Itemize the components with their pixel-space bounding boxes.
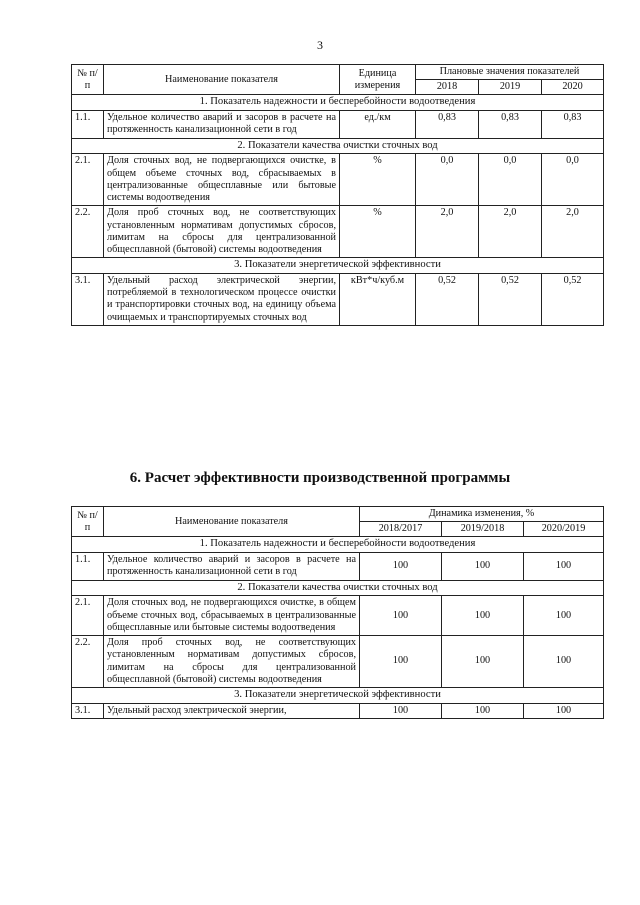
value-cell: 0,0 (416, 154, 479, 206)
section-header-row (72, 537, 604, 553)
value-cell: 100 (442, 703, 524, 718)
header-num: № п/п (72, 65, 104, 95)
section-header-row (72, 580, 604, 596)
header-unit: Единица измерения (340, 65, 416, 95)
table-row (72, 596, 604, 636)
section-header: 2. Показатели качества очистки сточных вод (72, 580, 604, 596)
section-title: 6. Расчет эффективности производственной программы (129, 470, 511, 486)
table2-body (72, 537, 604, 718)
header-planned: Плановые значения показателей (416, 65, 604, 80)
indicator-name: Удельный расход электрической энергии, (104, 703, 360, 718)
indicator-name: Удельное количество аварий и засоров в расчете на протяженность канализационной сети в год (104, 111, 340, 138)
indicator-name: Удельный расход электрической энергии, потребляемой в технологическом процессе очистки и транспортировки сточных вод, на единицу объема очищаемых и транспортируемых сточных вод (104, 273, 340, 325)
value-cell: 0,52 (479, 273, 542, 325)
section-header: 1. Показатель надежности и бесперебойности водоотведения (72, 95, 604, 111)
header-period: 2018/2017 (360, 522, 442, 537)
page-number: 3 (317, 38, 323, 52)
header-year: 2020 (542, 80, 604, 95)
section-header: 3. Показатели энергетической эффективности (72, 258, 604, 274)
table-row (72, 206, 604, 258)
value-cell: 100 (360, 553, 442, 580)
table1-body (72, 95, 604, 325)
section-header-row (72, 138, 604, 154)
value-cell: 2,0 (542, 206, 604, 258)
value-cell: 100 (360, 636, 442, 688)
table-row (72, 703, 604, 718)
indicator-name: Доля проб сточных вод, не соответствующих установленным нормативам допустимых сбросов, лимитам на сбросы для централизованной общесплавной (бытовой) системы водоотведения (104, 206, 340, 258)
row-number: 2.1. (72, 596, 104, 636)
value-cell: 0,83 (542, 111, 604, 138)
section-header-row (72, 95, 604, 111)
row-number: 1.1. (72, 111, 104, 138)
value-cell: 0,83 (479, 111, 542, 138)
unit-cell: % (340, 206, 416, 258)
header-name: Наименование показателя (104, 507, 360, 537)
value-cell: 100 (524, 553, 604, 580)
header-period: 2019/2018 (442, 522, 524, 537)
indicator-name: Доля сточных вод, не подвергающихся очистке, в общем объеме сточных вод, сбрасываемых в централизованные общесплавные или бытовые системы водоотведения (104, 596, 360, 636)
value-cell: 100 (524, 596, 604, 636)
value-cell: 2,0 (416, 206, 479, 258)
unit-cell: кВт*ч/куб.м (340, 273, 416, 325)
section-header: 1. Показатель надежности и бесперебойности водоотведения (72, 537, 604, 553)
section-header-row (72, 258, 604, 274)
value-cell: 100 (524, 636, 604, 688)
table-row (72, 553, 604, 580)
table-row (72, 154, 604, 206)
row-number: 2.2. (72, 206, 104, 258)
row-number: 1.1. (72, 553, 104, 580)
planned-indicators-table (71, 64, 604, 326)
section-header-row (72, 687, 604, 703)
value-cell: 100 (442, 596, 524, 636)
value-cell: 0,0 (479, 154, 542, 206)
value-cell: 0,52 (542, 273, 604, 325)
value-cell: 2,0 (479, 206, 542, 258)
value-cell: 0,52 (416, 273, 479, 325)
header-num: № п/п (72, 507, 104, 537)
header-name: Наименование показателя (104, 65, 340, 95)
table-row (72, 273, 604, 325)
row-number: 3.1. (72, 703, 104, 718)
row-number: 2.1. (72, 154, 104, 206)
value-cell: 100 (360, 703, 442, 718)
value-cell: 100 (442, 553, 524, 580)
row-number: 3.1. (72, 273, 104, 325)
value-cell: 0,0 (542, 154, 604, 206)
indicator-name: Удельное количество аварий и засоров в расчете на протяженность канализационной сети в год (104, 553, 360, 580)
row-number: 2.2. (72, 636, 104, 688)
header-period: 2020/2019 (524, 522, 604, 537)
section-header: 2. Показатели качества очистки сточных вод (72, 138, 604, 154)
table-row (72, 111, 604, 138)
table-row (72, 636, 604, 688)
unit-cell: % (340, 154, 416, 206)
header-year: 2018 (416, 80, 479, 95)
value-cell: 100 (360, 596, 442, 636)
header-dynamics: Динамика изменения, % (360, 507, 604, 522)
value-cell: 0,83 (416, 111, 479, 138)
efficiency-table (71, 506, 604, 719)
indicator-name: Доля проб сточных вод, не соответствующих установленным нормативам допустимых сбросов, лимитам на сбросы для централизованной общесплавной (бытовой) системы водоотведения (104, 636, 360, 688)
value-cell: 100 (524, 703, 604, 718)
indicator-name: Доля сточных вод, не подвергающихся очистке, в общем объеме сточных вод, сбрасываемых в централизованные общесплавные или бытовые системы водоотведения (104, 154, 340, 206)
unit-cell: ед./км (340, 111, 416, 138)
section-header: 3. Показатели энергетической эффективности (72, 687, 604, 703)
value-cell: 100 (442, 636, 524, 688)
header-year: 2019 (479, 80, 542, 95)
